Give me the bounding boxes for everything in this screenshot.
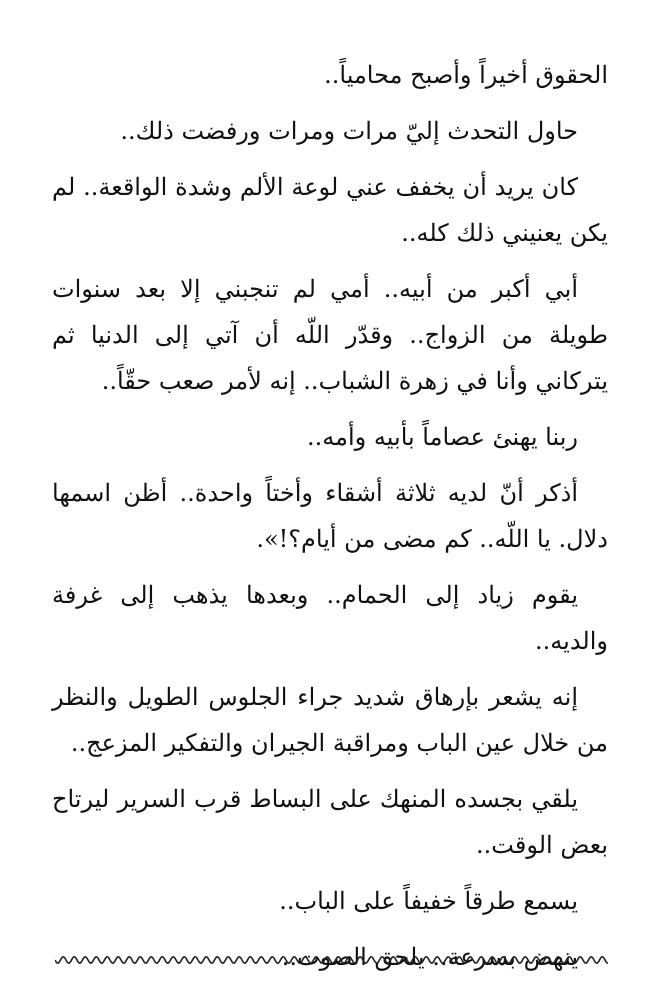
paragraph: كان يريد أن يخفف عني لوعة الألم وشدة الواقعة.. لم يكن يعنيني ذلك كله.. xyxy=(52,173,608,247)
paragraph: ينهض بسرعة.. يلحق الصوت.. xyxy=(281,943,578,971)
paragraph: الحقوق أخيراً وأصبح محامياً.. xyxy=(324,61,608,89)
paragraph: أذكر أنّ لديه ثلاثة أشقاء وأختاً واحدة.. أظن اسمها دلال. يا اللّه.. كم مضى من أيام؟!». xyxy=(52,479,608,553)
paragraph: ربنا يهنئ عصاماً بأبيه وأمه.. xyxy=(307,423,578,451)
paragraph: يقوم زياد إلى الحمام.. وبعدها يذهب إلى غرفة والديه.. xyxy=(52,581,608,655)
paragraph: إنه يشعر بإرهاق شديد جراء الجلوس الطويل والنظر من خلال عين الباب ومراقبة الجيران والتفكير المزعج.. xyxy=(52,683,608,757)
wavy-divider xyxy=(55,953,608,967)
paragraph: حاول التحدث إليّ مرات ومرات ورفضت ذلك.. xyxy=(120,117,578,145)
paragraph: أبي أكبر من أبيه.. أمي لم تنجبني إلا بعد سنوات طويلة من الزواج.. وقدّر اللّه أن آتي إلى الدنيا ثم يتركاني وأنا في زهرة الشباب.. إنه لأمر صعب حقّاً.. xyxy=(52,275,608,395)
paragraph: يلقي بجسده المنهك على البساط قرب السرير ليرتاح بعض الوقت.. xyxy=(52,785,608,859)
paragraph: يسمع طرقاً خفيفاً على الباب.. xyxy=(279,887,578,915)
page-text xyxy=(52,52,608,990)
